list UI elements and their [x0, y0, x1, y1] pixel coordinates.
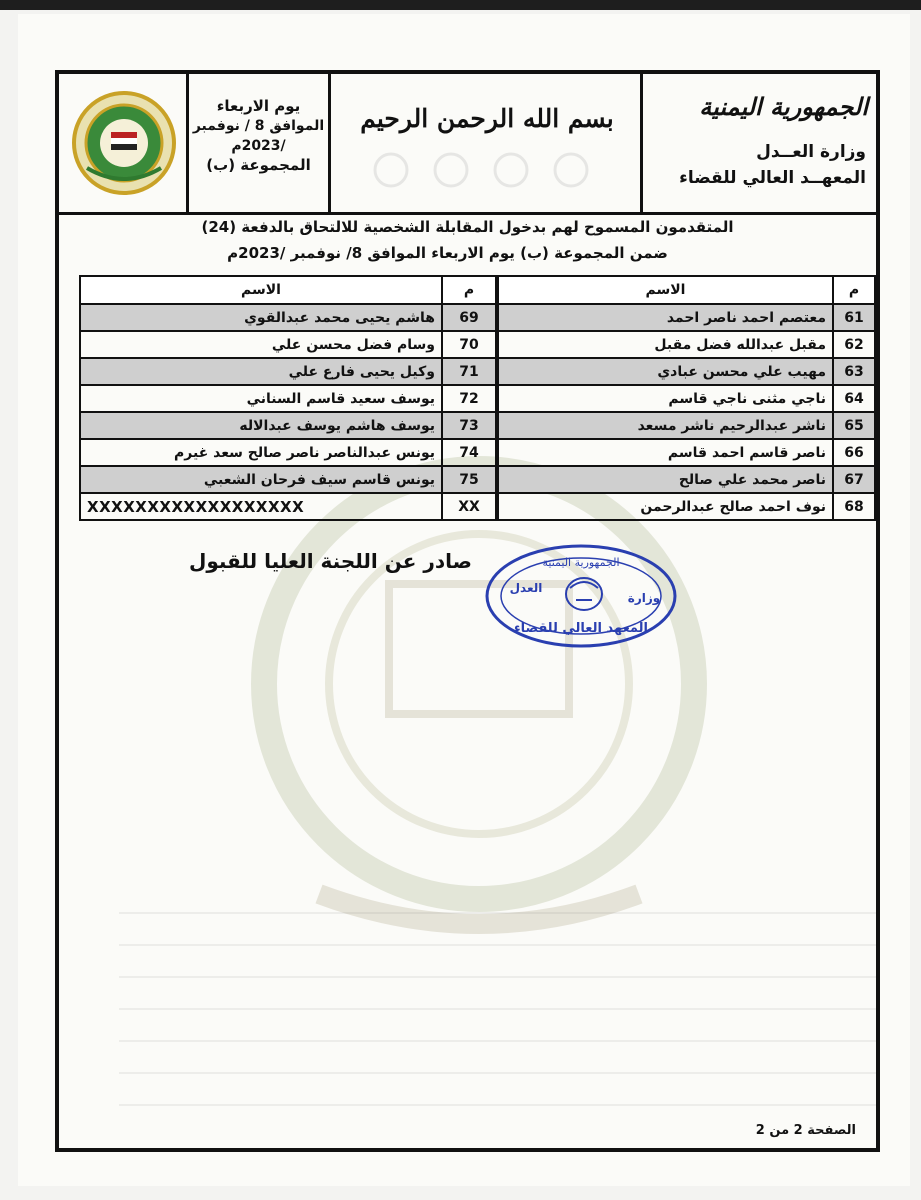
row-number: XX — [442, 493, 496, 520]
document-title: المتقدمون المسموح لهم بدخول المقابلة الشخصية للالتحاق بالدفعة (24) — [201, 218, 734, 236]
basmala-cell — [331, 74, 643, 212]
row-name: مقبل عبدالله فضل مقبل — [498, 331, 833, 358]
table-row — [498, 466, 875, 493]
faint-seal-marks — [361, 150, 611, 190]
row-name: ناصر قاسم احمد قاسم — [498, 439, 833, 466]
row-name: نوف احمد صالح عبدالرحمن — [498, 493, 833, 520]
row-number: 61 — [833, 304, 875, 331]
row-number: 66 — [833, 439, 875, 466]
stamp-ministry-text: وزارة — [627, 591, 661, 605]
document-header — [59, 74, 876, 215]
table-row — [498, 304, 875, 331]
day-label: يوم الاربعاء — [216, 97, 301, 115]
row-number: 64 — [833, 385, 875, 412]
row-name: ناشر عبدالرحيم ناشر مسعد — [498, 412, 833, 439]
row-name: مهيب علي محسن عبادي — [498, 358, 833, 385]
row-number: 73 — [442, 412, 496, 439]
row-name: ناصر محمد علي صالح — [498, 466, 833, 493]
row-name: وكيل يحيى فارع علي — [80, 358, 442, 385]
stamp-eagle-icon — [566, 578, 602, 610]
candidates-table-right — [497, 275, 876, 521]
column-header-number: م — [442, 276, 496, 304]
row-name: وسام فضل محسن علي — [80, 331, 442, 358]
row-number: 71 — [442, 358, 496, 385]
date-line-2: /2023م — [231, 138, 286, 154]
row-name: يونس قاسم سيف فرحان الشعبي — [80, 466, 442, 493]
row-number: 63 — [833, 358, 875, 385]
table-row — [498, 439, 875, 466]
row-number: 69 — [442, 304, 496, 331]
table-row — [80, 385, 496, 412]
top-bar — [0, 0, 921, 10]
row-name: هاشم يحيى محمد عبدالقوي — [80, 304, 442, 331]
table-row — [80, 466, 496, 493]
row-name: يوسف سعيد قاسم السناني — [80, 385, 442, 412]
republic-title: الجمهورية اليمنية — [699, 92, 868, 121]
basmala: بسم الله الرحمن الرحيم — [360, 104, 614, 133]
stamp-justice-text: العدل — [509, 581, 543, 595]
row-name: ناجي مثنى ناجي قاسم — [498, 385, 833, 412]
table-row — [80, 358, 496, 385]
table-row — [80, 439, 496, 466]
stamp-institute-text: المعهد العالي للقضاء — [513, 621, 649, 636]
column-header-name: الاسم — [498, 276, 833, 304]
document-frame — [55, 70, 880, 1152]
document-page — [18, 14, 910, 1186]
issued-by-note: صادر عن اللجنة العليا للقبول — [189, 549, 472, 573]
date-line-1: الموافق 8 / نوفمبر — [192, 118, 325, 134]
table-row — [80, 331, 496, 358]
date-cell — [189, 74, 331, 212]
row-number: 70 — [442, 331, 496, 358]
row-name: معتصم احمد ناصر احمد — [498, 304, 833, 331]
page-number: الصفحة 2 من 2 — [755, 1123, 856, 1138]
row-name: يونس عبدالناصر ناصر صالح سعد غيرم — [80, 439, 442, 466]
column-header-number: م — [833, 276, 875, 304]
table-row — [498, 412, 875, 439]
table-row — [498, 358, 875, 385]
table-row — [498, 331, 875, 358]
table-row — [80, 412, 496, 439]
faded-back-page-lines — [119, 894, 879, 1152]
table-row — [80, 304, 496, 331]
table-row — [498, 385, 875, 412]
candidates-table-left — [79, 275, 497, 521]
logo-cell — [59, 74, 189, 212]
institute-name: المعهــد العالي للقضاء — [679, 168, 866, 188]
ministry-name: وزارة العــدل — [756, 142, 866, 162]
table-row — [498, 493, 875, 520]
document-subtitle: ضمن المجموعة (ب) يوم الاربعاء الموافق 8/ نوفمبر /2023م — [227, 244, 668, 262]
official-stamp — [484, 544, 679, 649]
row-number: 74 — [442, 439, 496, 466]
row-number: 75 — [442, 466, 496, 493]
table-row — [80, 493, 496, 520]
row-number: 62 — [833, 331, 875, 358]
row-number: 72 — [442, 385, 496, 412]
column-header-name: الاسم — [80, 276, 442, 304]
group-label: المجموعة (ب) — [206, 156, 311, 174]
institute-logo-icon — [69, 88, 179, 198]
republic-cell — [643, 74, 876, 212]
row-number: 67 — [833, 466, 875, 493]
row-number: 65 — [833, 412, 875, 439]
row-name: XXXXXXXXXXXXXXXXXX — [80, 493, 442, 520]
row-name: يوسف هاشم يوسف عبدالاله — [80, 412, 442, 439]
row-number: 68 — [833, 493, 875, 520]
stamp-top-text: الجمهورية اليمنية — [542, 556, 620, 569]
